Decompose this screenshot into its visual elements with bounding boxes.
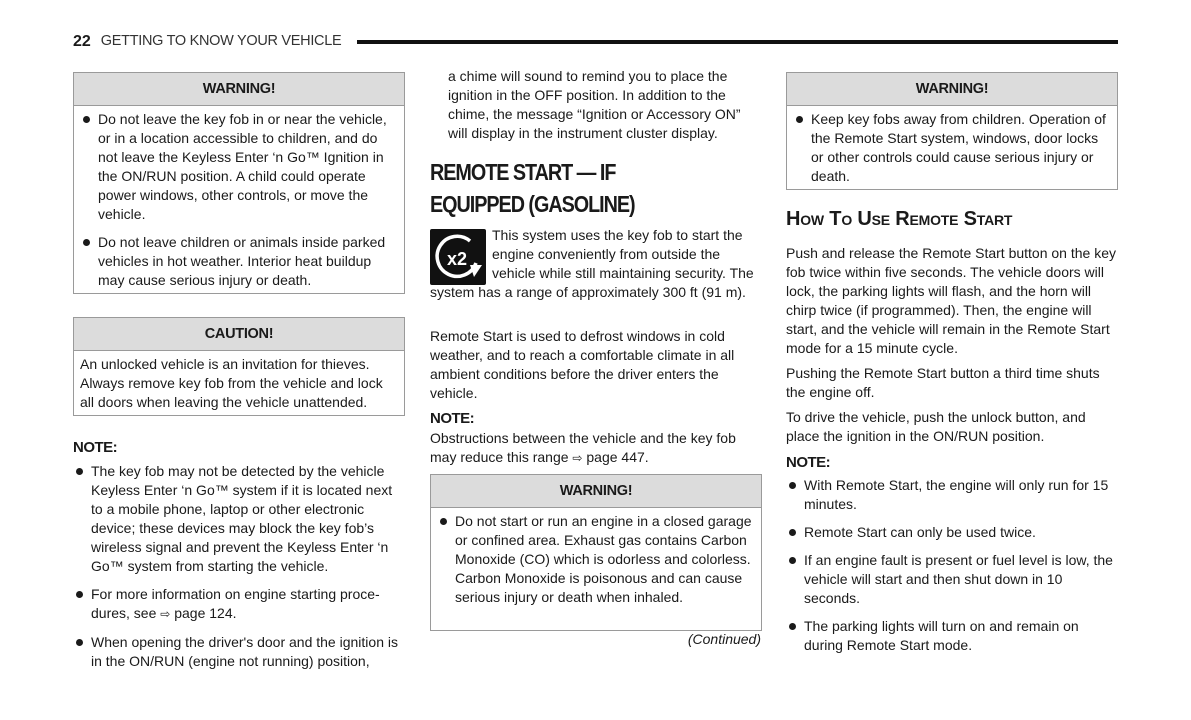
instructions — [786, 244, 1118, 452]
caution-title: CAUTION! — [74, 318, 404, 351]
note-text: Obstructions between the vehicle and the key fob may reduce this range ⇨ page 447. — [430, 430, 736, 465]
page-link[interactable]: page 447. — [586, 449, 649, 465]
warning-title: WARNING! — [431, 475, 761, 508]
caution-text: An unlocked vehicle is an invitation for thieves. Always remove key fob from the vehicle and lock all doors when leaving the vehicle unattended. — [80, 356, 383, 410]
list-item: If an engine fault is present or fuel level is low, the vehicle will start and then shut down in 10 seconds. — [786, 551, 1118, 608]
warning-title: WARNING! — [787, 73, 1117, 106]
list-item: Do not leave children or animals inside parked vehicles in hot weather. Interior heat buildup may cause serious injury or death. — [80, 233, 398, 290]
warning-title: WARNING! — [74, 73, 404, 106]
page-number: 22 — [73, 33, 91, 50]
list-item: The key fob may not be detected by the vehicle Keyless Enter ‘n Go™ system if it is located next to a mobile phone, laptop or other electronic device; these devices may block the key fob’s wireless signal and prevent the Keyless Enter ‘n Go™ system from starting the vehicle. — [73, 462, 405, 576]
list-item: With Remote Start, the engine will only run for 15 minutes. — [786, 476, 1118, 514]
list-item: Remote Start can only be used twice. — [786, 523, 1118, 542]
warning-box-keyfob — [73, 72, 405, 294]
note-label: NOTE: — [73, 439, 118, 456]
warning-box-co — [430, 474, 762, 631]
page-link[interactable]: page 124. — [174, 605, 237, 621]
warning-box-children — [786, 72, 1118, 190]
list-item: Do not leave the key fob in or near the vehicle, or in a location accessible to children, and do not leave the Keyless Enter ‘n Go™ Ignition in the ON/RUN position. A child could operate power windows, other controls, or move the vehicle. — [80, 110, 398, 224]
note-label: NOTE: — [430, 410, 475, 427]
paragraph: Pushing the Remote Start button a third time shuts the engine off. — [786, 365, 1100, 400]
subsection-heading: How To Use Remote Start — [786, 208, 1013, 230]
list-item: Keep key fobs away from children. Operation of the Remote Start system, windows, door locks or other controls could cause serious injury or death. — [793, 110, 1111, 186]
note-label: NOTE: — [786, 454, 831, 471]
section-heading: REMOTE START — IF EQUIPPED (GASOLINE) — [430, 159, 635, 217]
section-title: GETTING TO KNOW YOUR VEHICLE — [100, 33, 342, 49]
page-ref-arrow-icon: ⇨ — [572, 451, 583, 465]
page-ref-arrow-icon: ⇨ — [160, 607, 171, 621]
list-item: For more information on engine starting proce-dures, see ⇨ page 124. — [73, 585, 405, 624]
caution-box — [73, 317, 405, 416]
continued-label: (Continued) — [687, 631, 761, 647]
svg-text:x2: x2 — [446, 249, 468, 269]
list-item: Do not start or run an engine in a closed garage or confined area. Exhaust gas contains Carbon Monoxide (CO) which is odorless and colorless. Carbon Monoxide is poisonous and can cause serious injury or death when inhaled. — [437, 512, 755, 607]
header-rule — [357, 40, 1118, 44]
continued-paragraph: a chime will sound to remind you to place the ignition in the OFF position. In addition to the chime, the message “Ignition or Accessory ON” will display in the instrument cluster display. — [448, 68, 741, 141]
list-item: When opening the driver's door and the ignition is in the ON/RUN (engine not running) position, — [73, 633, 405, 671]
page-header — [73, 32, 1118, 51]
paragraph: To drive the vehicle, push the unlock button, and place the ignition in the ON/RUN position. — [786, 409, 1086, 444]
paragraph: Remote Start is used to defrost windows in cold weather, and to reach a comfortable climate in all ambient conditions before the driver enters the vehicle. — [430, 328, 735, 401]
note-list — [786, 476, 1118, 655]
intro-paragraph: This system uses the key fob to start the engine conveniently from outside the vehicle while still maintaining security. The system has a range of approximately 300 ft (91 m). — [430, 227, 754, 300]
list-item: The parking lights will turn on and remain on during Remote Start mode. — [786, 617, 1118, 655]
paragraph: Push and release the Remote Start button on the key fob twice within five seconds. The vehicle doors will lock, the parking lights will flash, and the horn will chirp twice (if programmed). Then, the engine will start, and the vehicle will remain in the Remote Start mode for a 15 minute cycle. — [786, 245, 1116, 356]
note-list — [73, 462, 405, 671]
